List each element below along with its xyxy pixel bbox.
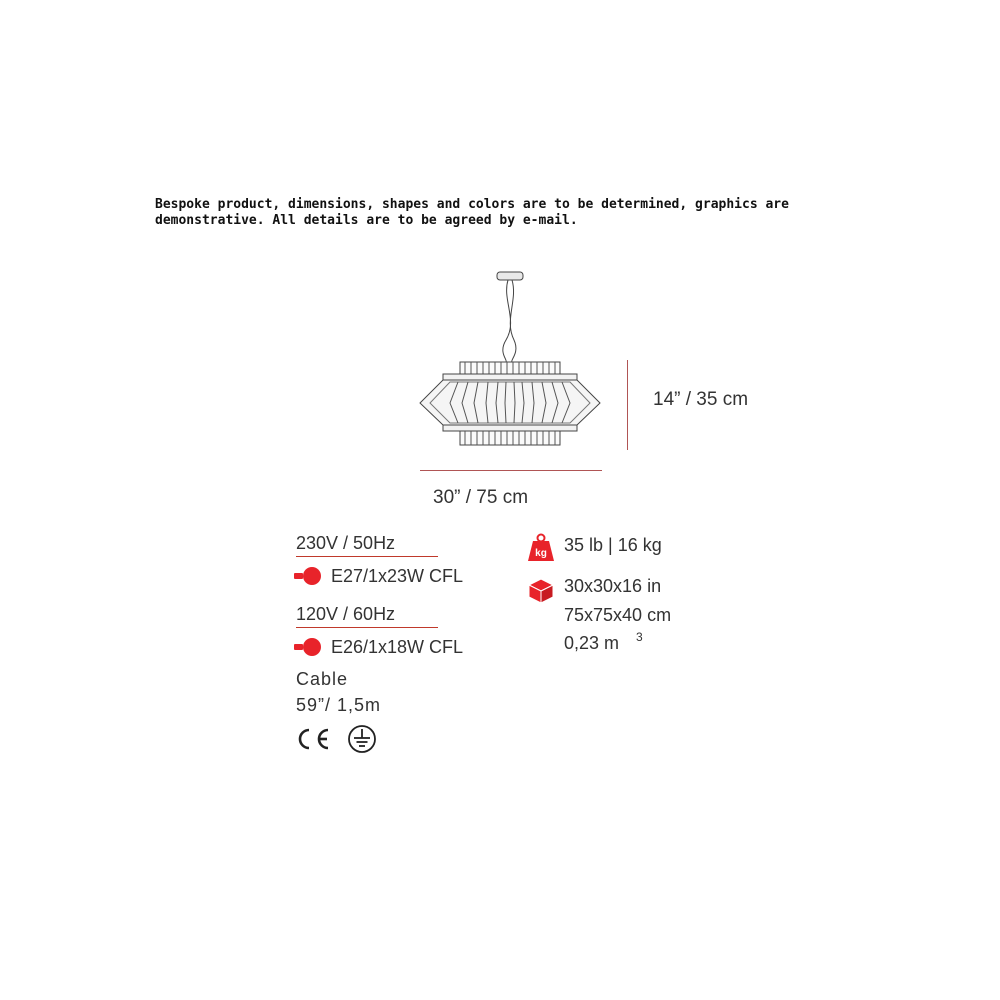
weight-value: 35 lb | 16 kg <box>564 535 662 555</box>
voltage-us: 120V / 60Hz <box>296 604 396 624</box>
ground-icon <box>346 724 378 754</box>
cable-label: Cable <box>296 669 349 689</box>
voltage-us-underline <box>296 627 438 628</box>
weight-icon-text: kg <box>535 548 547 559</box>
width-dimension-line <box>420 470 602 471</box>
height-dimension-label: 14” / 35 cm <box>653 389 749 410</box>
ce-mark-icon <box>293 727 333 751</box>
voltage-eu: 230V / 50Hz <box>296 533 396 553</box>
package-volume: 0,23 m <box>564 633 620 653</box>
lamp-eu: E27/1x23W CFL <box>331 566 464 586</box>
package-volume-superscript: 3 <box>636 630 643 644</box>
package-cm: 75x75x40 cm <box>564 605 672 625</box>
bulb-icon <box>294 637 322 657</box>
disclaimer-text: Bespoke product, dimensions, shapes and colors are to be determined, graphics are demonstrative. All details are to be agreed by e-mail. <box>155 197 789 228</box>
lamp-us: E26/1x18W CFL <box>331 637 464 657</box>
cable-length: 59”/ 1,5m <box>296 695 382 715</box>
package-inches: 30x30x16 in <box>564 576 662 596</box>
bulb-icon <box>294 566 322 586</box>
box-icon <box>527 576 555 604</box>
width-dimension-label: 30” / 75 cm <box>433 487 529 508</box>
weight-kg-icon <box>527 532 555 562</box>
pendant-lamp-drawing <box>410 265 610 455</box>
height-dimension-line <box>627 360 628 450</box>
voltage-eu-underline <box>296 556 438 557</box>
